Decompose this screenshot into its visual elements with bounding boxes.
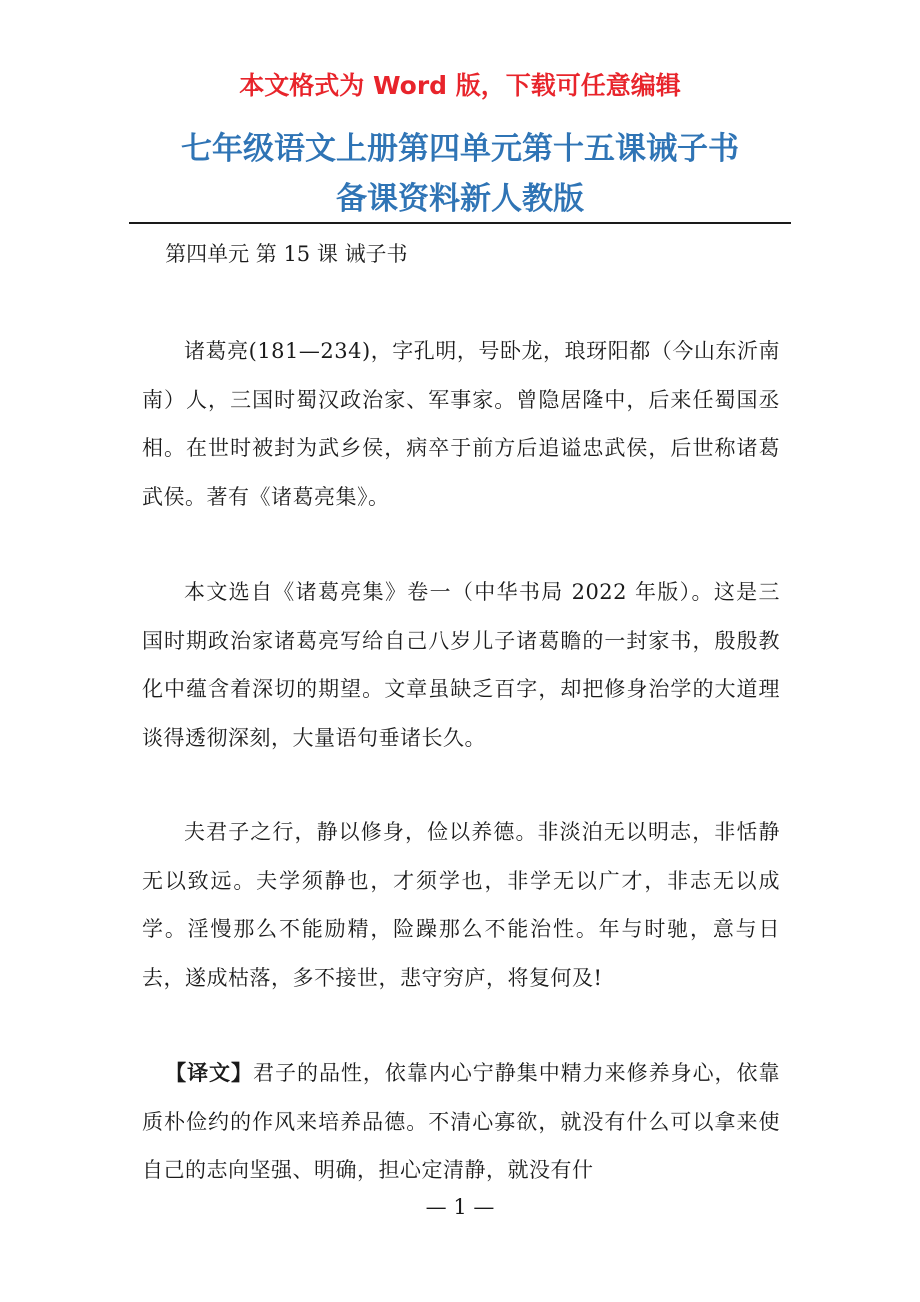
original-text-paragraph: 夫君子之行，静以修身，俭以养德。非淡泊无以明志，非恬静无以致远。夫学须静也，才须学也，非学无以广才，非志无以成学。淫慢那么不能励精，险躁那么不能治性。年与时驰，意与日去，遂成枯落，多不接世，悲守穷庐，将复何及! (142, 820, 780, 990)
translation-paragraph (142, 1049, 780, 1195)
source-intro-paragraph: 本文选自《诸葛亮集》卷一（中华书局 2022 年版）。这是三国时期政治家诸葛亮写给自己八岁儿子诸葛瞻的一封家书，殷殷教化中蕴含着深切的期望。文章虽缺乏百字，却把修身治学的大道理谈得透彻深刻，大量语句垂诸长久。 (142, 580, 780, 750)
lesson-heading: 第四单元 第 15 课 诫子书 (165, 242, 408, 266)
editable-notice-banner: 本文格式为 Word 版，下载可任意编辑 (239, 71, 681, 100)
title-line-1: 七年级语文上册第四单元第十五课诫子书 (181, 131, 739, 167)
document-title (0, 124, 920, 224)
page-number: — 1 — (425, 1195, 495, 1219)
translation-label: 【译文】 (165, 1060, 254, 1085)
title-divider (129, 222, 791, 224)
title-line-2: 备课资料新人教版 (336, 181, 584, 217)
translation-text: 君子的品性，依靠内心宁静集中精力来修养身心，依靠质朴俭约的作风来培养品德。不清心寡欲，就没有什么可以拿来使自己的志向坚强、明确，担心定清静，就没有什 (142, 1061, 781, 1182)
author-intro-paragraph: 诸葛亮(181—234)，字孔明，号卧龙，琅玡阳都（今山东沂南南）人，三国时蜀汉政治家、军事家。曾隐居隆中，后来任蜀国丞相。在世时被封为武乡侯，病卒于前方后追谥忠武侯，后世称诸葛武侯。著有《诸葛亮集》。 (142, 339, 780, 509)
